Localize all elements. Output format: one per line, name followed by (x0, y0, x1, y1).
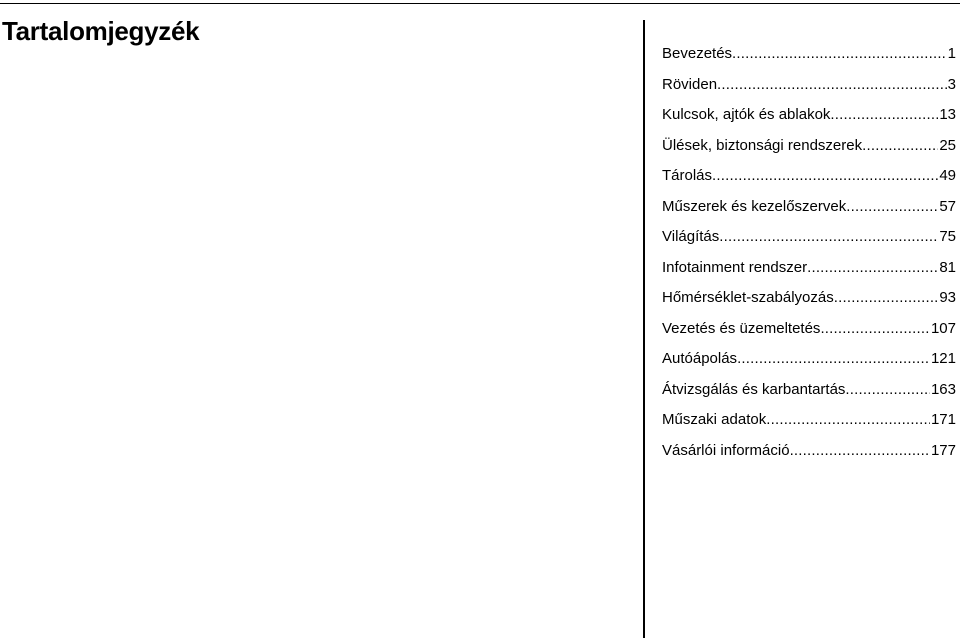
toc-entry-muszerek[interactable] (662, 197, 956, 217)
toc-leader-dots (807, 258, 938, 278)
toc-entry-title: Vásárlói információ (662, 441, 790, 459)
toc-entry-title: Autóápolás (662, 350, 738, 367)
toc-entry-muszaki-adatok[interactable] (662, 410, 956, 430)
toc-leader-dots (766, 410, 930, 430)
toc-entry-page: 3 (947, 75, 956, 93)
toc-entry-vilagitas[interactable] (662, 227, 956, 247)
toc-leader-dots (845, 380, 930, 400)
toc-leader-dots (719, 227, 938, 247)
toc-entry-roviden[interactable] (662, 75, 956, 95)
toc-entry-vezetes[interactable] (662, 319, 956, 339)
toc-entry-title: Műszerek és kezelőszervek (662, 197, 847, 215)
toc-leader-dots (712, 166, 938, 186)
toc-leader-dots (834, 288, 939, 308)
toc-leader-dots (732, 44, 947, 64)
toc-entry-page: 57 (939, 197, 956, 215)
toc-entry-title: Röviden (662, 75, 718, 93)
toc-leader-dots (862, 136, 938, 156)
toc-leader-dots (846, 197, 938, 217)
toc-entry-page: 121 (930, 350, 956, 367)
toc-entry-page: 25 (939, 136, 956, 154)
top-rule (0, 3, 960, 4)
toc-entry-page: 107 (930, 319, 956, 337)
toc-entry-title: Ülések, biztonsági rendszerek (662, 136, 863, 154)
toc-entry-page: 49 (939, 167, 956, 184)
toc-entry-page: 93 (939, 289, 956, 306)
toc-leader-dots (790, 441, 930, 461)
toc-entry-page: 1 (947, 45, 956, 62)
toc-entry-vasarloi[interactable] (662, 441, 956, 461)
toc-entry-title: Átvizsgálás és karbantartás (662, 380, 846, 398)
toc-entry-page: 171 (930, 411, 956, 428)
toc-entry-homerseklet[interactable] (662, 288, 956, 308)
toc-entry-tarolas[interactable] (662, 166, 956, 186)
toc-entry-title: Világítás (662, 228, 720, 245)
toc-entry-title: Műszaki adatok (662, 411, 767, 428)
page-title: Tartalomjegyzék (2, 16, 200, 46)
toc-entry-atvizsgalas[interactable] (662, 380, 956, 400)
toc-leader-dots (820, 319, 930, 339)
toc-entry-ulesek[interactable] (662, 136, 956, 156)
toc-entry-title: Tárolás (662, 167, 713, 184)
toc-entry-title: Infotainment rendszer (662, 258, 808, 276)
toc-entry-title: Hőmérséklet-szabályozás (662, 289, 834, 306)
toc-leader-dots (830, 105, 938, 125)
toc-entry-title: Kulcsok, ajtók és ablakok (662, 106, 831, 123)
toc-entry-kulcsok[interactable] (662, 105, 956, 125)
toc-entry-page: 163 (930, 380, 956, 398)
toc-entry-page: 177 (930, 441, 956, 459)
toc-entry-title: Vezetés és üzemeltetés (662, 319, 821, 337)
toc-entry-page: 75 (939, 228, 956, 245)
toc-entry-title: Bevezetés (662, 45, 733, 62)
toc-entry-bevezetes[interactable] (662, 44, 956, 64)
column-divider (643, 20, 645, 638)
toc-leader-dots (737, 349, 930, 369)
toc-entry-page: 13 (939, 106, 956, 123)
toc-entry-page: 81 (939, 258, 956, 276)
toc-entry-autoapolas[interactable] (662, 349, 956, 369)
toc-entry-infotainment[interactable] (662, 258, 956, 278)
toc-leader-dots (717, 75, 947, 95)
